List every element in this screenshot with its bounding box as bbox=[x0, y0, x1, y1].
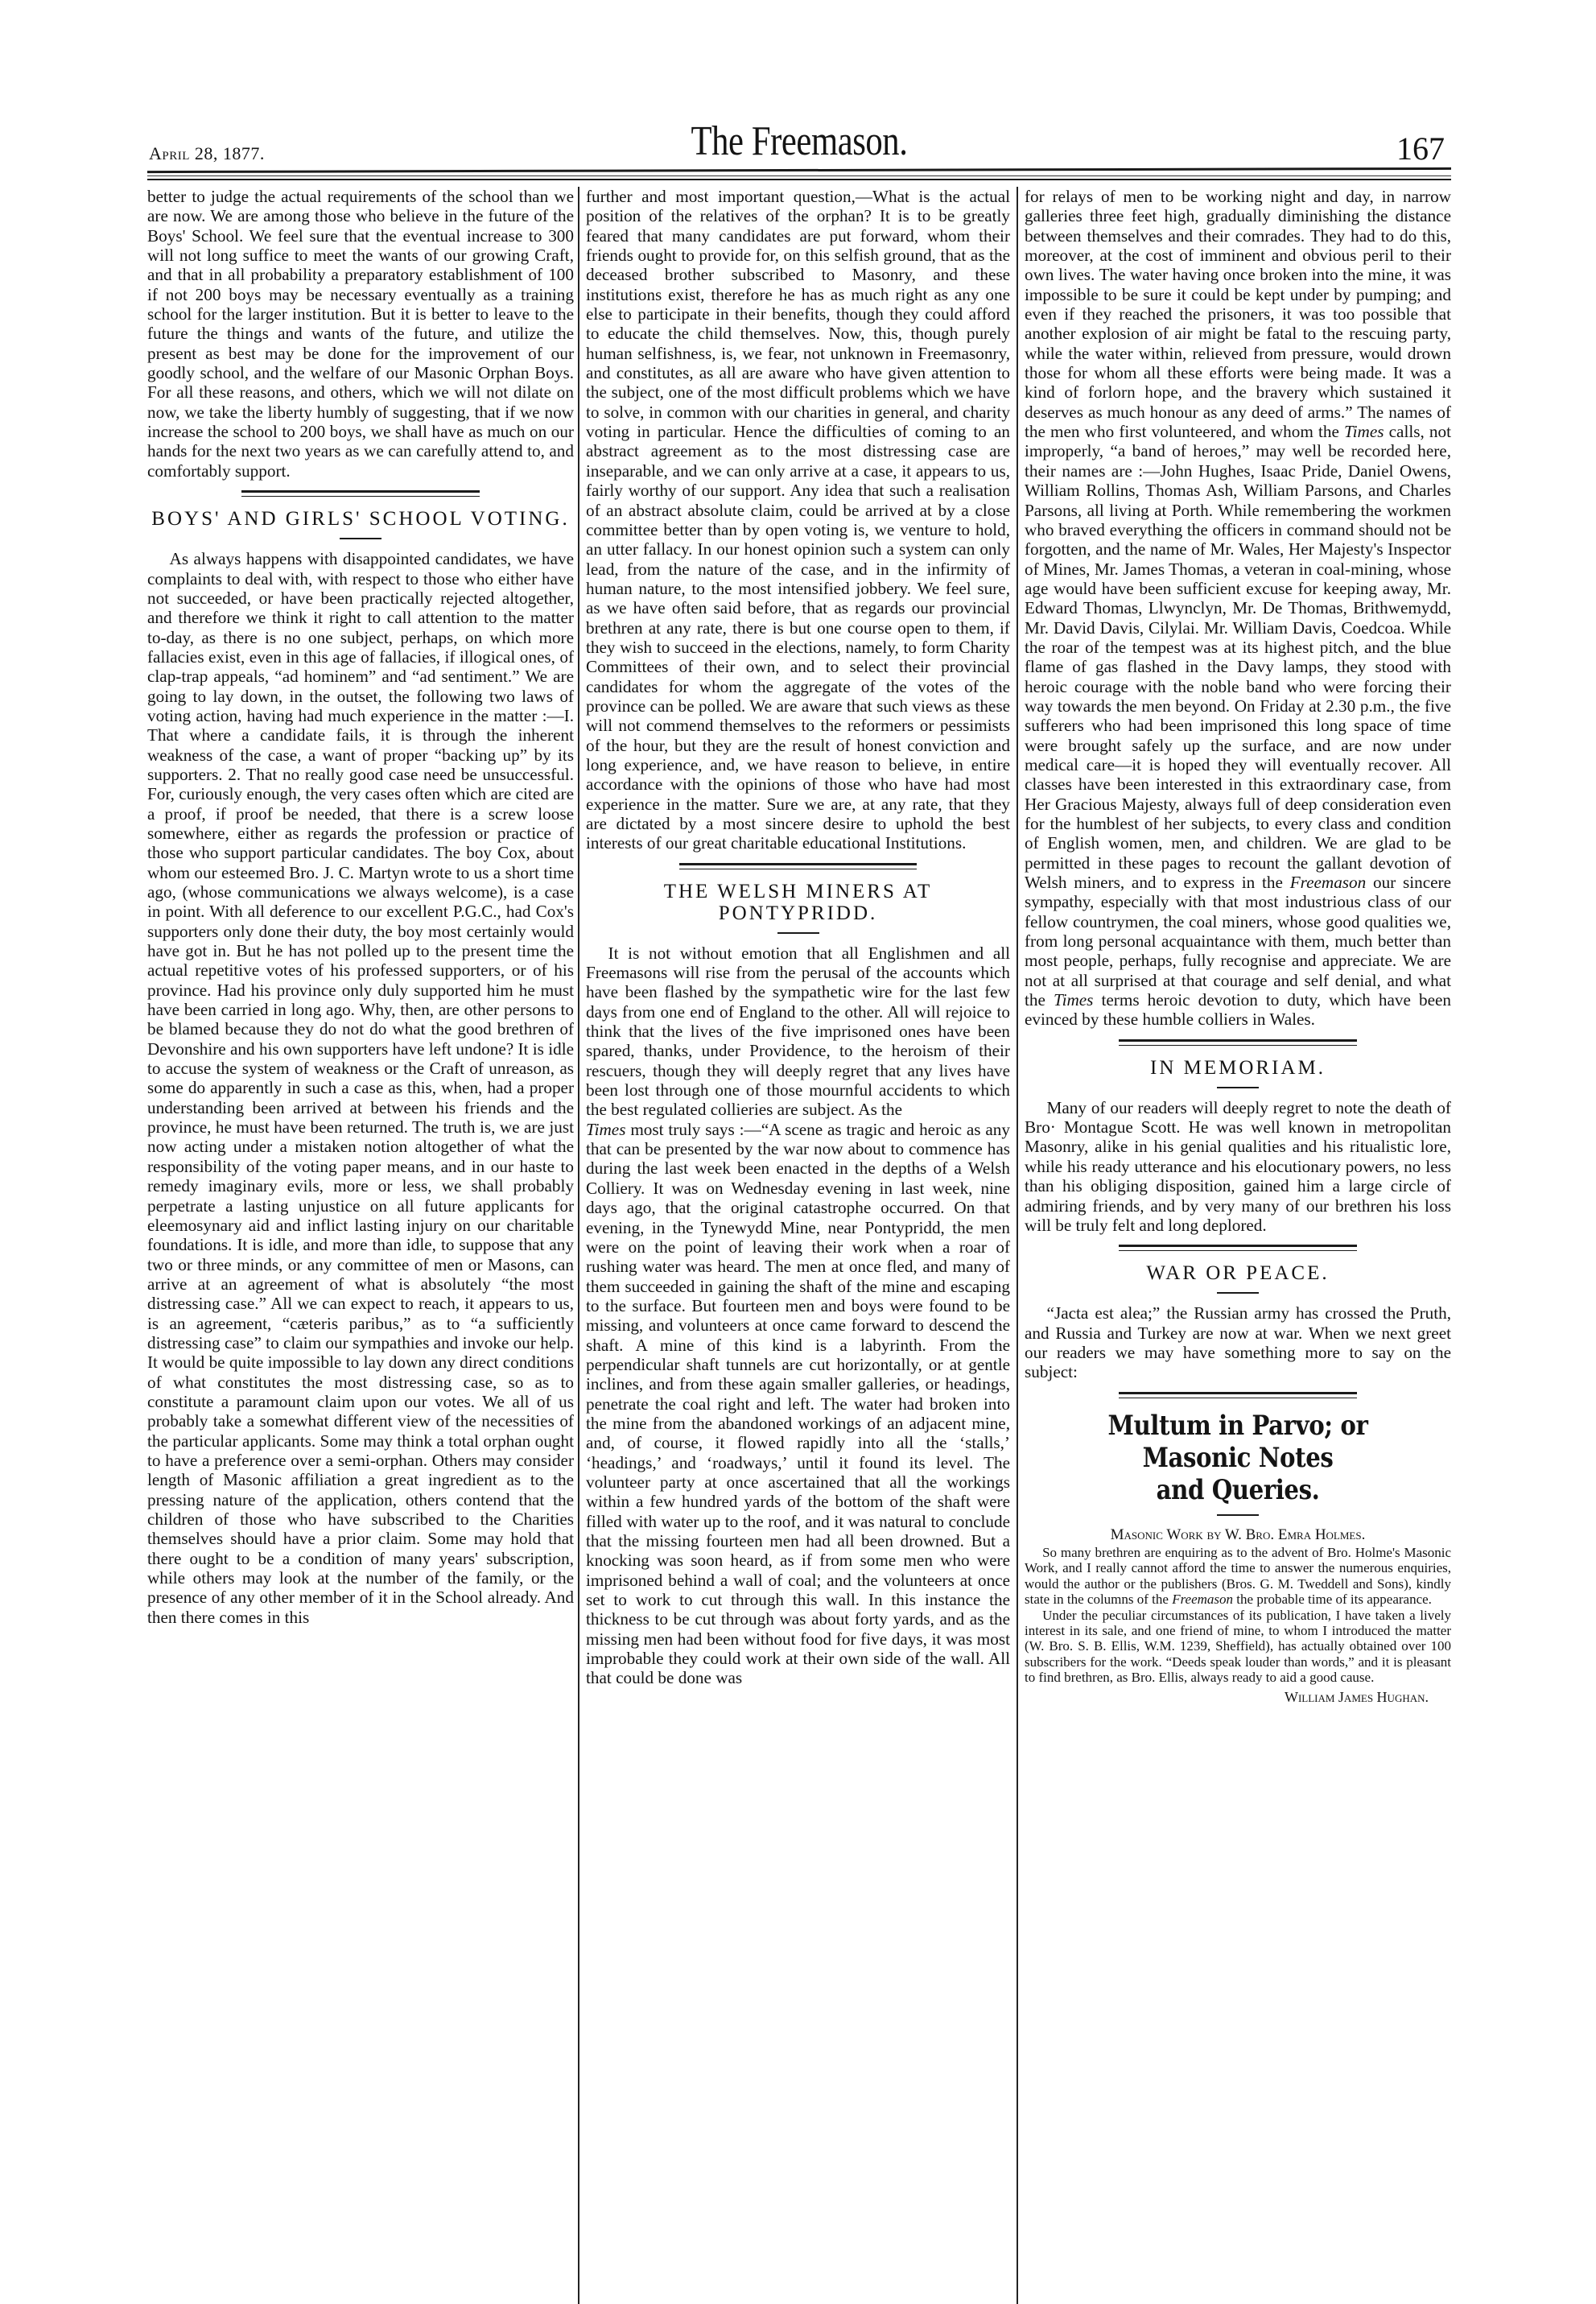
body-text: calls, not improperly, “a band of heroes,” may well be recorded here, their names are :—John Hughes, Isaac Pride, Daniel Owens, William Rollins, Thomas Ash, William Parsons, and Charles Parsons, all living at Porth. While remembering the workmen who braved everything the officers in command should not be forgotten, and the name of Mr. Wales, Her Majesty's Inspector of Mines, Mr. James Thomas, a veteran in coal-mining, whose age would have been sufficient excuse for keeping away, Mr. Edward Thomas, Llwynclyn, Mr. De Thomas, Brithwemydd, Mr. David Davis, Cilylai. Mr. William Davis, Coedcoa. While the roar of the tempest was at its highest pitch, and the blue flame of gas flashed in the Davy lamps, they stood with heroic courage with the noble band who were forcing their way towards the men beyond. On Friday at 2.30 p.m., the five sufferers who had been imprisoned this long space of time were brought safely up the surface, and are now under medical care—it is hoped they will eventually recover. All classes have been interested in this extraordinary case, from Her Gracious Majesty, always full of deep consideration even for the humblest of her subjects, to every class and condition of English women, men, and children. We are glad to be permitted in these pages to recount the gallant devotion of Welsh miners, and to express in the bbox=[1025, 422, 1452, 893]
page-number: 167 bbox=[1396, 130, 1445, 167]
section-divider-rule bbox=[679, 863, 917, 869]
freemason-reference: Freemason bbox=[1289, 873, 1367, 893]
body-text: It is not without emotion that all Englishmen and all Freemasons will rise from the perusal of the accounts which have been flashed by the sympathetic wire for the last few days from one end of England to the other. All will rejoice to think that the lives of the five imprisoned ones have been spared, thanks, under Providence, to the heroism of their rescuers, though they will deeply regret that any lives have been lost through one of those mournful accidents to which the best regulated collieries are subject. As the bbox=[586, 943, 1010, 1120]
heading-line-2: and Queries. bbox=[1156, 1473, 1320, 1506]
section-divider-rule bbox=[1119, 1245, 1358, 1251]
masthead-rule-bottom bbox=[147, 179, 1451, 180]
masthead-rule-thin bbox=[147, 175, 1451, 176]
article-heading-school-voting: BOYS' AND GIRLS' SCHOOL VOTING. bbox=[151, 508, 570, 531]
times-reference: Times bbox=[1344, 422, 1384, 442]
heading-short-rule bbox=[1217, 1087, 1259, 1088]
article-body-school-voting: As always happens with disappointed candidates, we have complaints to deal with, with respect to those who either have not succeeded, or have been practically rejected altogether, and therefore we think it right to call attention to the matter to-day, as there is no one subject, perhaps, on which more fallacies exist, even in this age of fallacies, if illogical ones, of clap-trap appeals, “ad hominem” and “ad sentiment.” We are going to lay down, in the outset, the following two laws of voting action, having had much experience in the matter :—I. That where a candidate fails, it is through the inherent weakness of the case, a want of proper “backing up” by its supporters. 2. That no really good case need be unsuccessful. For, curiously enough, the very cases often which are cited are a proof, if proof be needed, that there is a screw loose somewhere, either as regards the profession or practice of those who support particular candidates. The boy Cox, about whom our esteemed Bro. J. C. Martyn wrote to us a short time ago, (whose communications we always welcome), is a case in point. With all deference to our excellent P.G.C., had Cox's supporters only done their duty, the boy most certainly would have got in. But he has not polled up to the present time the actual repetitive votes of his professed supporters, or of his province. Had his province only duly supported him he must have been carried in long ago. Why, then, are other persons to be blamed because they do not do what the good brethren of Devonshire and his own supporters have left undone? It is idle to accuse the system of weakness or the Craft of unreason, as some do apparently in such a case as this, when, had a proper understanding been arrived at between his friends and the province, he must have been returned. The truth is, we are just now acting under a mistaken notion altogether of what the responsibility of the voting paper means, and in our haste to remedy imaginary evils, more or less, we shall probably perpetrate a lasting unjustice on all future applicants for eleemosynary aid and inflict lasting injury on our charitable foundations. It is idle, and more than idle, to suppose that any two or three minds, or any committee of men or Masons, can arrive at an agreement of what is absolutely “the most distressing case.” All we can expect to reach, it appears to us, is an agreement, “cæteris paribus,” as to “a sufficiently distressing case” to claim our sympathies and invoke our help. It would be quite impossible to lay down any direct conditions of what constitutes the most distressing case, so as to constitute a paramount claim upon our votes. We all of us probably take a somewhat different view of the necessities of the particular applicants. Some may think a total orphan ought to have a preference over a semi-orphan. Others may consider length of Masonic affiliation a great ingredient as to the pressing nature of the application, others contend that the children of those who have subscribed to the Charities themselves should have a prior claim. Some may hold that there ought to be a condition of many years' subscription, while others may look at the number of the family, or the presence of any other member of it in the School already. And then there comes in this bbox=[147, 549, 574, 1627]
heading-short-rule bbox=[1217, 1292, 1259, 1294]
article-body-welsh-miners bbox=[586, 943, 1010, 1688]
column-2 bbox=[586, 187, 1010, 1688]
continued-article-text: further and most important question,—What is the actual position of the relatives of the orphan? It is to be greatly feared that many candidates are put forward, whom their friends ought to provide for, on this selfish ground, that as the deceased brother subscribed to Masonry, and these institutions exist, therefore he has as much right as any one else to participate in their benefits, though they could afford to educate the child themselves. Now, this, though purely human selfishness, is, we fear, not unknown in Freemasonry, and constitutes, as all are aware who have given attention to the subject, one of the most difficult problems which we have to solve, in common with our charities in general, and charity voting in particular. Hence the difficulties of coming to an abstract agreement as to the most distressing case are inseparable, and we can only arrive at a case, it appears to us, fairly worthy of our support. Any idea that such a realisation of an abstract absolute claim, could be arrived at by a close committee better than by open voting is, we venture to hold, an utter fallacy. In our honest opinion such a system can only lead, from the nature of the case, and in the infirmity of human nature, to the most intensified jobbery. We feel sure, as we have often said before, that as regards our provincial brethren at any rate, there is but one course open to them, if they wish to succeed in the elections, namely, to form Charity Committees of their own, and to select their provincial candidates for whom the aggregate of the votes of the province can be polled. We are aware that such views as these will not commend themselves to the reformers or pessimists of the hour, but they are the result of honest conviction and long experience, and, we have reason to believe, in entire accordance with the opinions of those who have had most experience in the matter. Sure we are, at any rate, that they are dictated by a most sincere desire to uphold the best interests of our great charitable educational Institutions. bbox=[586, 187, 1010, 853]
column-3 bbox=[1025, 187, 1451, 1707]
column-divider bbox=[578, 187, 579, 2304]
article-heading-welsh-miners bbox=[586, 881, 1010, 924]
body-text: So many brethren are enquiring as to the advent of Bro. Holme's Masonic Work, and I really cannot afford the time to answer the numerous enquiries, would the author or the publishers (Bros. G. M. Tweddell and Sons), kindly state in the columns of the bbox=[1025, 1544, 1451, 1608]
continued-article-welsh-miners bbox=[1025, 187, 1451, 1030]
notes-signature: William James Hughan. bbox=[1284, 1688, 1429, 1705]
article-heading-war-or-peace: WAR OR PEACE. bbox=[1146, 1262, 1330, 1285]
column-divider bbox=[1017, 187, 1018, 2304]
notes-subheading: Masonic Work by W. Bro. Emra Holmes. bbox=[1110, 1526, 1366, 1543]
issue-date: April 28, 1877. bbox=[149, 143, 265, 163]
notes-paragraph-2: Under the peculiar circumstances of its publication, I have taken a lively interest in its sale, and one friend of mine, to whom I introduced the matter (W. Bro. S. B. Ellis, W.M. 1239, Sheffield), has actually obtained over 100 subscribers for the work. “Deeds speak louder than words,” and it is pleasant to find brethren, as Bro. Ellis, always ready to aid a good cause. bbox=[1025, 1607, 1451, 1686]
section-divider-rule bbox=[1119, 1392, 1358, 1398]
times-reference: Times bbox=[1053, 990, 1094, 1010]
body-text: for relays of men to be working night and day, in narrow galleries three feet high, gradually diminishing the distance between themselves and their comrades. They had to do this, moreover, at the cost of imminent and obvious peril to their own lives. The water having once broken into the mine, it was impossible to be sure it could be kept under by pumping; and even if they reached the prisoners, it was too possible that another explosion of air might be fatal to the rescuing party, while the water within, relieved from pressure, would drown those for whom all these efforts were being made. It was a kind of forlorn hope, and the bravery which sustained it deserves as much honour as any deed of arms.” The names of the men who first volunteered, and whom the bbox=[1025, 187, 1451, 442]
masthead bbox=[147, 118, 1451, 167]
masthead-rule-thick bbox=[147, 167, 1451, 173]
article-heading-in-memoriam: IN MEMORIAM. bbox=[1150, 1056, 1326, 1079]
heading-short-rule bbox=[1217, 1514, 1259, 1516]
body-text: terms heroic devotion to duty, which have been evinced by these humble colliers in Wales. bbox=[1025, 990, 1451, 1030]
section-divider-rule bbox=[241, 490, 480, 497]
columns-container bbox=[147, 187, 1451, 2280]
body-text: the probable time of its appearance. bbox=[1233, 1592, 1432, 1608]
times-reference: Times bbox=[586, 1119, 626, 1139]
body-text: most truly says :—“A scene as tragic and heroic as any that can be presented by the war now about to commence has during the last week been enacted in the depths of a Welsh Colliery. It was on Wednesday evening in last week, nine days ago, that the original catastrophe occurred. On that evening, in the Tynewydd Mine, near Pontypridd, the men were on the point of leaving their work when a roar of rushing water was heard. The men at once fled, and many of them succeeded in gaining the shaft of the mine and escaping to the surface. But fourteen men and boys were found to be missing, and volunteers at once came forward to descend the shaft. A mine of this kind is a labyrinth. From the perpendicular shaft tunnels are cut horizontally, or at gentle inclines, and from these again smaller galleries, or headings, penetrate the coal right and left. The water had broken into the mine from the abandoned workings of an adjacent mine, and, of course, it flowed rapidly into all the ‘stalls,’ ‘headings,’ and ‘roadways,’ until it found its level. The volunteer party at once ascertained that all the workings within a few hundred yards of the bottom of the shaft were filled with water up to the roof, and it was natural to conclude that the missing fourteen men had all been drowned. But a knocking was soon heard, as if from some men who were imprisoned behind a wall of coal; and the volunteers at once set to work to cut through this wall. In this instance the thickness to be cut through was about forty yards, and as the missing men had been without food for five days, it was most improbable they could work at their own side of the wall. All that could be done was bbox=[586, 1119, 1010, 1688]
article-body-in-memoriam: Many of our readers will deeply regret to note the death of Bro· Montague Scott. He was well known in metropolitan Masonry, alike in his genial qualities and his ritualistic lore, while his ready utterance and his elocutionary powers, no less than his obliging disposition, gained him a large circle of admiring friends, and by very many of our brethren his loss will be truly felt and long deplored. bbox=[1025, 1097, 1451, 1235]
heading-short-rule bbox=[777, 932, 819, 934]
column-1 bbox=[147, 187, 574, 1627]
article-body-war-or-peace: “Jacta est alea;” the Russian army has crossed the Pruth, and Russia and Turkey are now at war. When we next greet our readers we may have something more to say on the subject: bbox=[1025, 1303, 1451, 1382]
section-heading-multum-in-parvo bbox=[1054, 1410, 1421, 1506]
section-divider-rule bbox=[1119, 1039, 1358, 1046]
heading-line-1: Multum in Parvo; or Masonic Notes bbox=[1107, 1409, 1368, 1474]
continued-article-text: better to judge the actual requirements of the school than we are now. We are among those who believe in the future of the Boys' School. We feel sure that the eventual increase to 300 will not long suffice to meet the wants of our growing Craft, and that in all probability a preparatory establishment of 100 if not 200 boys may be necessary eventually as a training school for the larger institution. But it is better to leave to the future the things and wants of the future, and utilize the present as best may be done for the improvement of our goodly school, and the welfare of our Masonic Orphan Boys. For all these reasons, and others, which we will not dilate on now, we take the liberty humbly of suggesting, that if we now increase the school to 200 boys, we shall have as much on our hands for the next two years as we can carefully attend to, and comfortably support. bbox=[147, 187, 574, 481]
freemason-reference: Freemason bbox=[1172, 1592, 1234, 1608]
newspaper-title: The Freemason. bbox=[691, 118, 908, 164]
heading-line-1: THE WELSH MINERS AT bbox=[663, 880, 933, 902]
body-text: our sincere sympathy, especially with that most industrious class of our fellow countrymen, the coal miners, whose good qualities we, from long personal acquaintance with them, much better than most people, perhaps, fully recognise and appreciate. We are not at all surprised at that courage and self denial, and what the bbox=[1025, 873, 1451, 1010]
newspaper-page bbox=[147, 118, 1452, 1705]
notes-paragraph-1 bbox=[1025, 1545, 1451, 1608]
heading-short-rule bbox=[340, 538, 381, 539]
heading-line-2: PONTYPRIDD. bbox=[718, 902, 878, 924]
